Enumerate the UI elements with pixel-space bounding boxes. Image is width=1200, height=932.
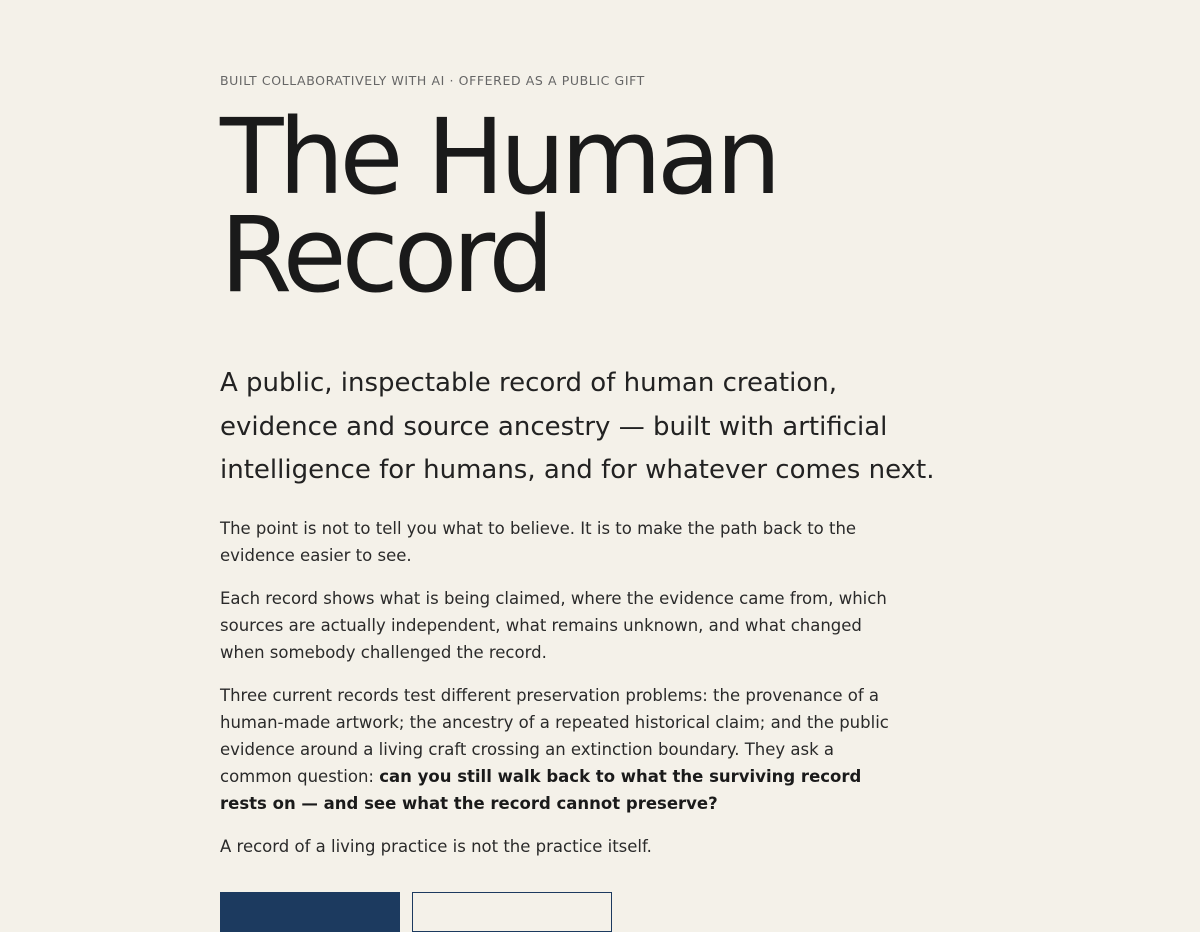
body-paragraph-2: Each record shows what is being claimed, where the evidence came from, which sources are actually independent, what remains unknown, and what changed when somebody challenged the record. (220, 589, 887, 662)
body-copy (220, 515, 900, 876)
body-paragraph-3-lead: Three current records test different preservation problems: the provenance of a human-made artwork; the ancestry of a repeated historical claim; and the public evidence around a living craft crossing an extinction boundary. They ask a common question: (220, 686, 889, 786)
body-paragraph-3-emphasis: can you still walk back to what the surviving record rests on — and see what the record cannot preserve? (220, 767, 862, 813)
body-paragraph-3 (220, 682, 900, 817)
body-paragraph-1: The point is not to tell you what to believe. It is to make the path back to the evidence easier to see. (220, 519, 857, 565)
action-buttons (220, 892, 612, 932)
page-title-line-2: Record (220, 194, 550, 316)
page-title-line-1: The Human (220, 96, 777, 218)
primary-button[interactable] (220, 892, 400, 932)
eyebrow-tagline: BUILT COLLABORATIVELY WITH AI · OFFERED AS A PUBLIC GIFT (220, 73, 645, 88)
lead-paragraph: A public, inspectable record of human creation, evidence and source ancestry — built with artificial intelligence for humans, and for whatever comes next. (220, 368, 935, 485)
secondary-button[interactable] (412, 892, 612, 932)
page-title (220, 96, 980, 316)
body-paragraph-4: A record of a living practice is not the practice itself. (220, 837, 652, 856)
